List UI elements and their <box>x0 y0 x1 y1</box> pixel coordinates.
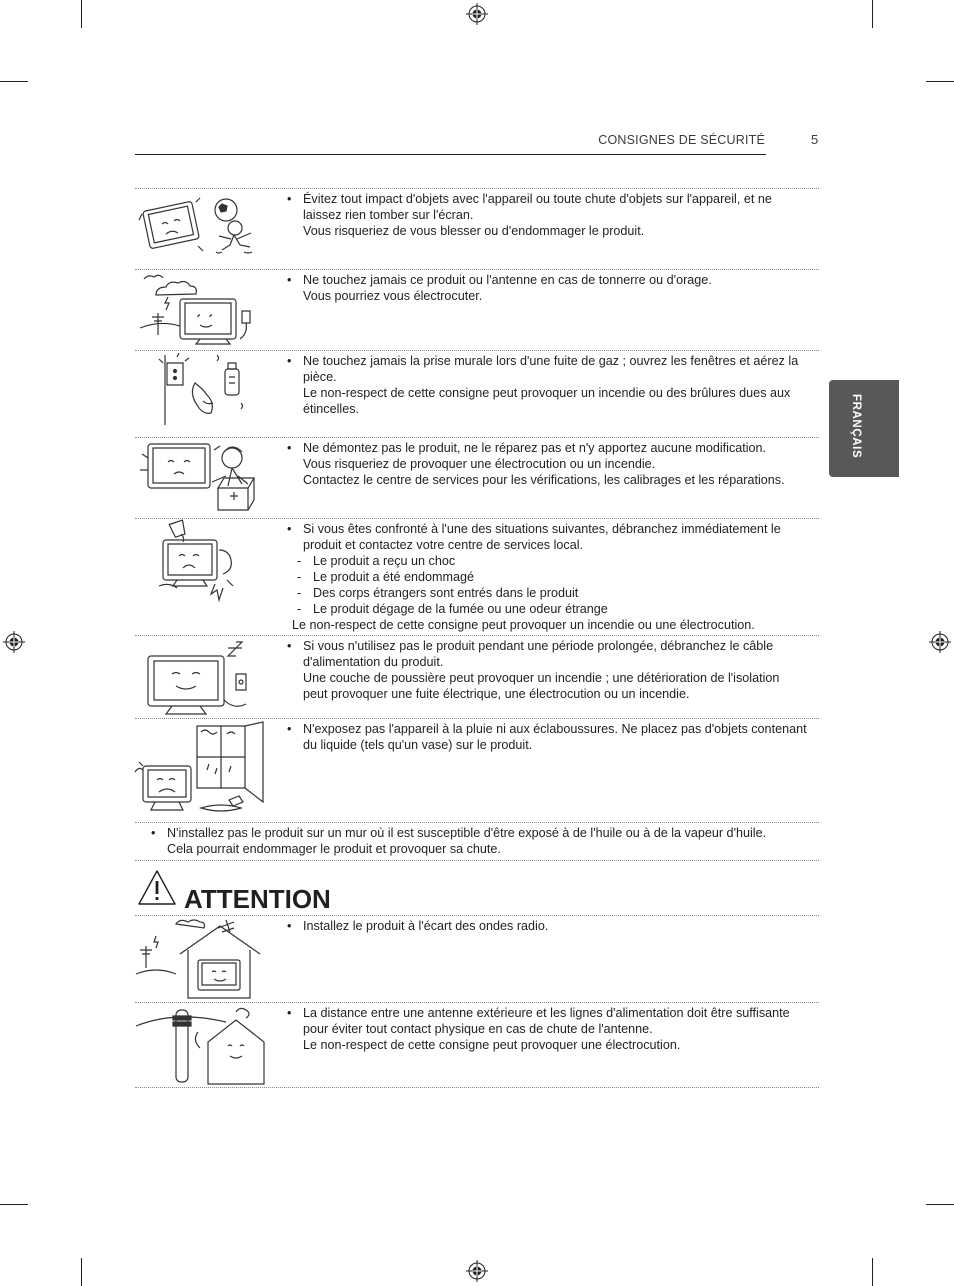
page-number: 5 <box>811 132 819 147</box>
row-divider <box>135 1002 819 1003</box>
bullet-text: • Ne touchez jamais la prise murale lors d'une fuite de gaz ; ouvrez les fenêtres et aérez la pièce. <box>287 353 807 385</box>
detail-line: Le non-respect de cette consigne peut provoquer un incendie ou une électrocution. <box>292 618 755 632</box>
detail-line: Vous pourriez vous électrocuter. <box>303 289 483 303</box>
bullet-text: • Si vous n'utilisez pas le produit pendant une période prolongée, débranchez le câble d'alimentation du produit. <box>287 638 807 670</box>
bullet-text: • Ne touchez jamais ce produit ou l'antenne en cas de tonnerre ou d'orage. <box>287 272 807 288</box>
crop-mark <box>0 81 28 82</box>
dash-item: - Le produit a été endommagé <box>287 569 807 585</box>
row-divider <box>135 1087 819 1088</box>
safety-row-5 <box>287 521 807 633</box>
safety-row-4 <box>287 440 807 488</box>
dash-item: - Des corps étrangers sont entrés dans le produit <box>287 585 807 601</box>
row-divider <box>135 718 819 719</box>
safety-row-3 <box>287 353 807 417</box>
crop-mark <box>0 1204 28 1205</box>
header-rule <box>135 154 766 155</box>
disassembly-illustration <box>138 440 263 514</box>
attention-row-1 <box>287 918 807 934</box>
crop-mark <box>926 81 954 82</box>
damaged-product-illustration <box>155 520 245 602</box>
row-divider <box>135 269 819 270</box>
bullet-text: • N'exposez pas l'appareil à la pluie ni aux éclaboussures. Ne placez pas d'objets contenant du liquide (tels qu'un vase) sur le produit. <box>287 721 807 753</box>
row-divider <box>135 350 819 351</box>
crop-mark <box>81 1258 82 1286</box>
warning-triangle-icon <box>137 868 177 908</box>
safety-row-7 <box>287 721 807 753</box>
safety-row-6 <box>287 638 807 702</box>
row-divider <box>135 860 819 861</box>
row-divider <box>135 188 819 189</box>
bullet-text: • N'installez pas le produit sur un mur où il est susceptible d'être exposé à de l'huile ou à de la vapeur d'huile. <box>151 825 811 841</box>
detail-line: Contactez le centre de services pour les vérifications, les calibrages et les réparations. <box>303 473 785 487</box>
crop-mark <box>81 0 82 28</box>
antenna-powerline-illustration <box>136 1004 266 1084</box>
detail-line: Vous risqueriez de provoquer une électrocution ou un incendie. <box>303 457 656 471</box>
crop-mark <box>872 1258 873 1286</box>
detail-line: Le non-respect de cette consigne peut provoquer une électrocution. <box>303 1038 681 1052</box>
bullet-text: • Évitez tout impact d'objets avec l'appareil ou toute chute d'objets sur l'appareil, et ne laissez rien tomber sur l'écran. <box>287 191 807 223</box>
row-divider <box>135 437 819 438</box>
attention-row-2 <box>287 1005 807 1053</box>
registration-mark-icon <box>929 631 951 653</box>
crop-mark <box>872 0 873 28</box>
row-divider <box>135 635 819 636</box>
rain-splash-illustration <box>135 722 265 818</box>
row-divider <box>135 822 819 823</box>
bullet-text: • La distance entre une antenne extérieure et les lignes d'alimentation doit être suffisante pour éviter tout contact physique en cas de chute de l'antenne. <box>287 1005 807 1037</box>
detail-line: Cela pourrait endommager le produit et provoquer sa chute. <box>167 842 501 856</box>
thunderstorm-illustration <box>138 273 263 345</box>
row-divider <box>135 518 819 519</box>
registration-mark-icon <box>466 3 488 25</box>
dash-item: - Le produit dégage de la fumée ou une odeur étrange <box>287 601 807 617</box>
radio-waves-illustration <box>136 918 264 1000</box>
safety-row-wide <box>151 825 811 857</box>
bullet-text: • Si vous êtes confronté à l'une des situations suivantes, débranchez immédiatement le produit et contactez votre centre de services local. <box>287 521 807 553</box>
registration-mark-icon <box>466 1260 488 1282</box>
safety-row-2 <box>287 272 807 304</box>
gas-leak-illustration <box>155 353 245 431</box>
unplug-illustration <box>140 640 265 716</box>
bullet-text: • Installez le produit à l'écart des ondes radio. <box>287 918 807 934</box>
row-divider <box>135 915 819 916</box>
bullet-text: • Ne démontez pas le produit, ne le réparez pas et n'y apportez aucune modification. <box>287 440 807 456</box>
detail-line: Vous risqueriez de vous blesser ou d'endommager le produit. <box>303 224 645 238</box>
tv-impact-illustration <box>138 194 263 262</box>
language-tab-label: FRANÇAIS <box>850 394 862 459</box>
detail-line: Le non-respect de cette consigne peut provoquer un incendie ou des brûlures dues aux étincelles. <box>303 386 791 416</box>
language-tab <box>829 380 899 477</box>
section-title: CONSIGNES DE SÉCURITÉ <box>598 133 765 147</box>
crop-mark <box>926 1204 954 1205</box>
safety-row-1 <box>287 191 807 239</box>
dash-item: - Le produit a reçu un choc <box>287 553 807 569</box>
detail-line: Une couche de poussière peut provoquer un incendie ; une détérioration de l'isolation peut provoquer une fuite électrique, une électrocution ou un incendie. <box>303 671 780 701</box>
registration-mark-icon <box>3 631 25 653</box>
attention-title: ATTENTION <box>184 884 331 914</box>
